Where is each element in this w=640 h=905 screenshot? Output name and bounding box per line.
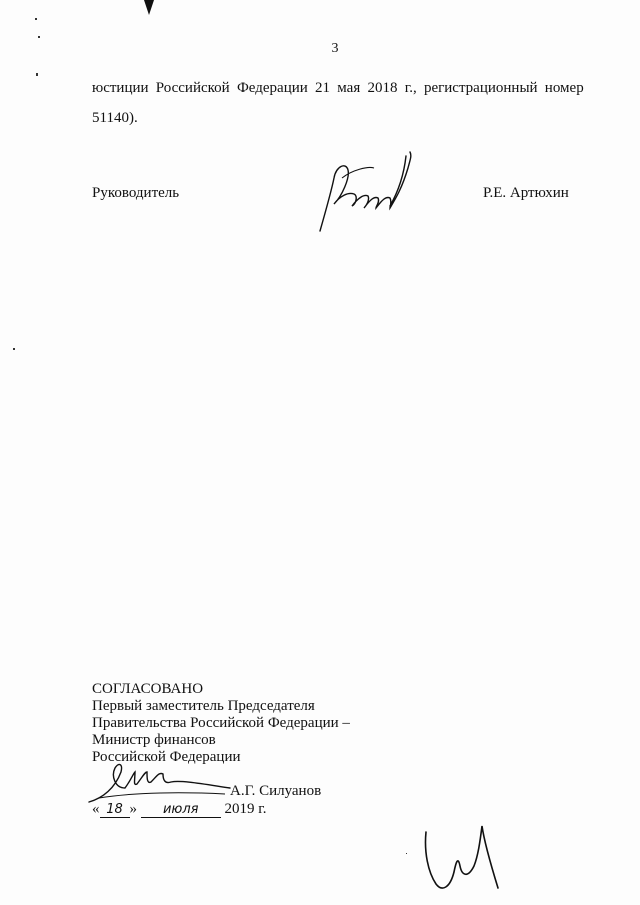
- triangle-marker-icon: [143, 0, 155, 16]
- scan-speck: [38, 36, 40, 38]
- date-month: июля: [141, 802, 221, 818]
- page-number: 3: [331, 41, 339, 56]
- date-day: 18: [100, 802, 130, 818]
- date-open-quote: «: [92, 801, 100, 817]
- scan-speck: [36, 73, 38, 76]
- handwritten-initial-image: [420, 822, 510, 898]
- approver-name: А.Г. Силуанов: [230, 783, 322, 799]
- date-year: 2019 г.: [224, 801, 267, 817]
- scan-speck: [13, 348, 15, 350]
- date-close-quote: »: [129, 801, 137, 817]
- scan-speck: [35, 18, 37, 20]
- approval-line: Министр финансов: [92, 732, 216, 748]
- signature-image: [312, 148, 422, 236]
- approval-line: Первый заместитель Председателя: [92, 698, 315, 714]
- signature-image: [85, 758, 235, 806]
- signatory-role: Руководитель: [92, 185, 180, 201]
- body-text-line: юстиции Российской Федерации 21 мая 2018 г., регистрационный номер: [92, 80, 584, 96]
- scan-speck: [406, 853, 407, 854]
- approval-line: Правительства Российской Федерации –: [92, 715, 350, 731]
- approval-line: Российской Федерации: [92, 749, 241, 765]
- approval-heading: СОГЛАСОВАНО: [92, 681, 204, 697]
- body-text-line: 51140).: [92, 110, 138, 126]
- approval-date: [92, 801, 266, 818]
- approval-block: [92, 681, 350, 766]
- signatory-name: Р.Е. Артюхин: [483, 185, 569, 201]
